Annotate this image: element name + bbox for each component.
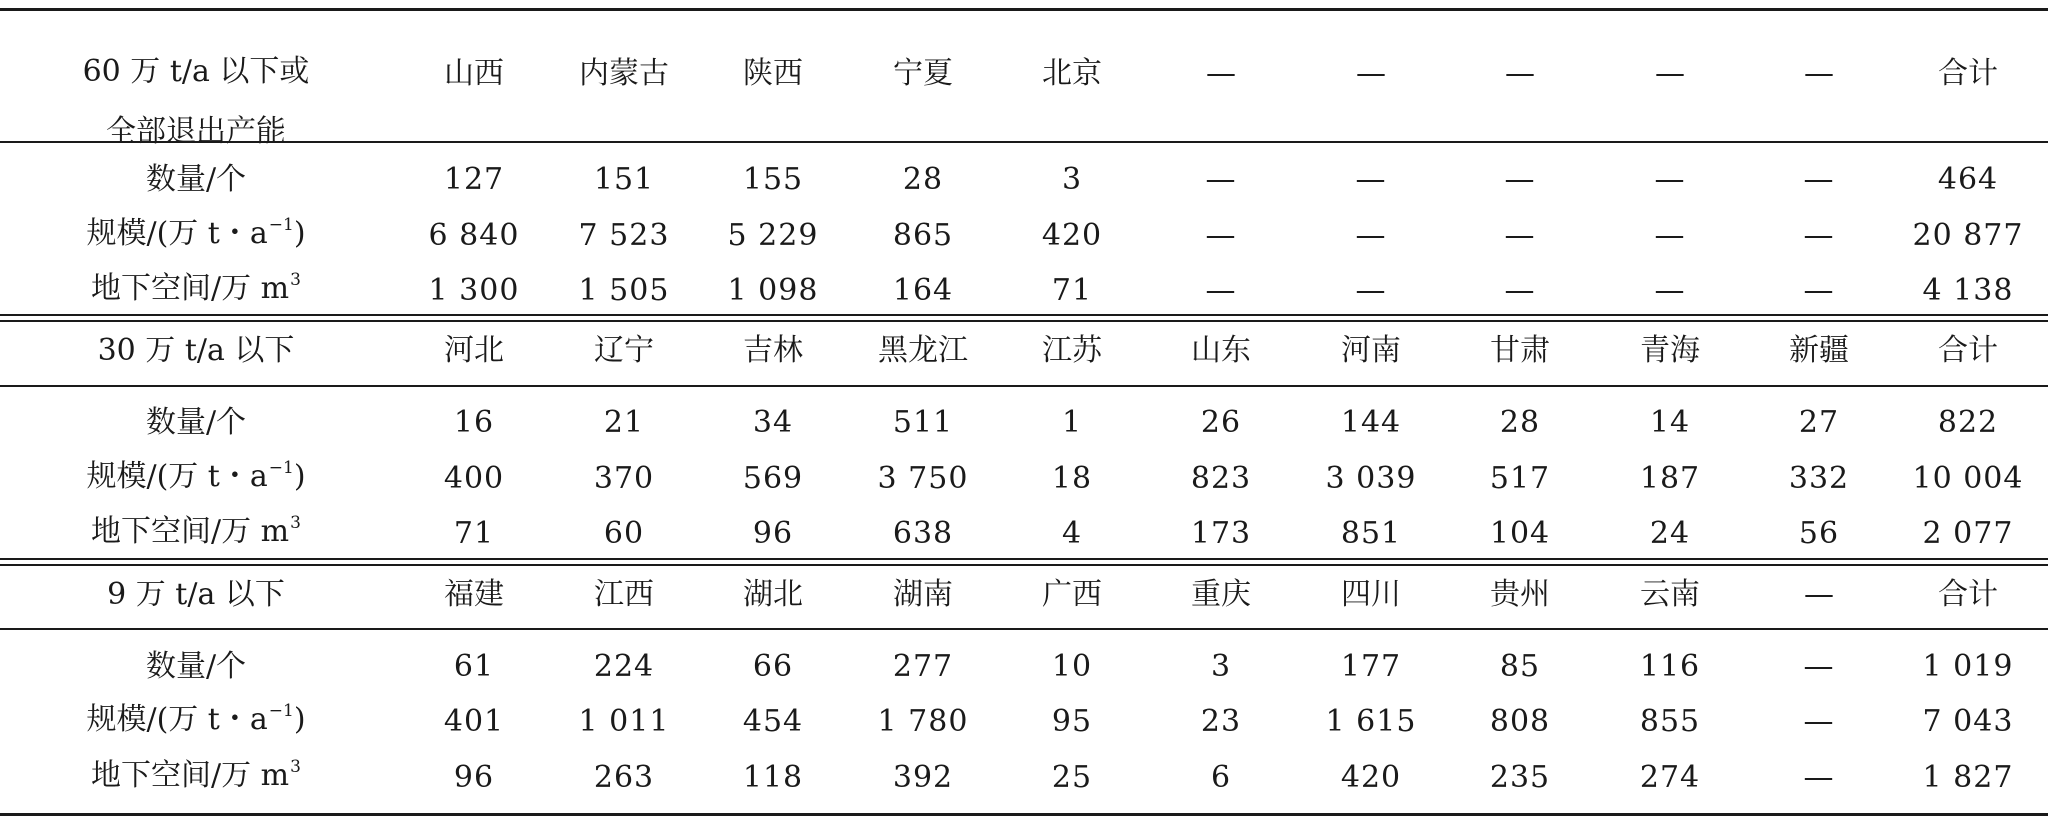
column-header: 甘肃 bbox=[1490, 333, 1550, 368]
column-header: 新疆 bbox=[1789, 333, 1849, 368]
table-cell: 144 bbox=[1340, 405, 1402, 440]
table-cell: 865 bbox=[892, 218, 954, 253]
empty-cell-dash: — bbox=[1205, 273, 1237, 308]
table-rule bbox=[0, 8, 2048, 11]
column-header: 陕西 bbox=[743, 56, 803, 91]
table-cell: 61 bbox=[453, 649, 495, 684]
column-header: 山东 bbox=[1191, 333, 1251, 368]
empty-cell-dash: — bbox=[1803, 649, 1835, 684]
table-cell: 1 019 bbox=[1922, 649, 2014, 684]
table-cell: 173 bbox=[1190, 516, 1252, 551]
table-cell: 392 bbox=[892, 760, 954, 795]
table-cell: 1 bbox=[1061, 405, 1083, 440]
table-cell: 10 004 bbox=[1912, 461, 2024, 496]
column-header: 云南 bbox=[1640, 577, 1700, 612]
table-cell: 20 877 bbox=[1912, 218, 2024, 253]
table-cell: 1 098 bbox=[727, 273, 819, 308]
column-header: 河南 bbox=[1341, 333, 1401, 368]
empty-column-dash: — bbox=[1356, 56, 1386, 91]
column-header: 合计 bbox=[1938, 577, 1998, 612]
table-cell: 26 bbox=[1200, 405, 1242, 440]
table-cell: 7 043 bbox=[1922, 704, 2014, 739]
table-cell: 18 bbox=[1051, 461, 1093, 496]
table-rule bbox=[0, 385, 2048, 387]
empty-cell-dash: — bbox=[1504, 162, 1536, 197]
table-cell: 96 bbox=[752, 516, 794, 551]
table-cell: 14 bbox=[1649, 405, 1691, 440]
table-cell: 56 bbox=[1798, 516, 1840, 551]
table-cell: 96 bbox=[453, 760, 495, 795]
unit-superscript: 3 bbox=[290, 270, 301, 290]
table-cell: 1 615 bbox=[1325, 704, 1417, 739]
table-cell: 235 bbox=[1489, 760, 1551, 795]
empty-cell-dash: — bbox=[1803, 218, 1835, 253]
empty-column-dash: — bbox=[1655, 56, 1685, 91]
row-label: 规模/(万 t・$a^{-1}$) bbox=[86, 458, 306, 494]
table-cell: 28 bbox=[1499, 405, 1541, 440]
column-header: 北京 bbox=[1042, 56, 1102, 91]
unit-superscript: −1 bbox=[268, 215, 294, 235]
table-rule bbox=[0, 320, 2048, 322]
column-header: 四川 bbox=[1341, 577, 1401, 612]
column-header: 合计 bbox=[1938, 56, 1998, 91]
table-cell: 823 bbox=[1190, 461, 1252, 496]
table-cell: 25 bbox=[1051, 760, 1093, 795]
row-label: 数量/个 bbox=[145, 649, 247, 684]
table-cell: 104 bbox=[1489, 516, 1551, 551]
empty-cell-dash: — bbox=[1504, 273, 1536, 308]
table-cell: 60 bbox=[603, 516, 645, 551]
table-cell: 127 bbox=[443, 162, 505, 197]
table-cell: 464 bbox=[1937, 162, 1999, 197]
table-cell: 155 bbox=[742, 162, 804, 197]
table-cell: 401 bbox=[443, 704, 505, 739]
table-cell: 420 bbox=[1340, 760, 1402, 795]
table-cell: 177 bbox=[1340, 649, 1402, 684]
empty-cell-dash: — bbox=[1803, 162, 1835, 197]
table-cell: 274 bbox=[1639, 760, 1701, 795]
table-cell: 187 bbox=[1639, 461, 1701, 496]
section-header-label: 30 万 t/a 以下 bbox=[97, 333, 295, 368]
table-cell: 855 bbox=[1639, 704, 1701, 739]
row-label: 数量/个 bbox=[145, 162, 247, 197]
column-header: 福建 bbox=[444, 577, 504, 612]
row-label: 地下空间/万 $m^3$ bbox=[91, 513, 301, 549]
table-cell: 1 505 bbox=[578, 273, 670, 308]
column-header: 湖南 bbox=[893, 577, 953, 612]
unit-superscript: 3 bbox=[290, 513, 301, 533]
table-rule bbox=[0, 314, 2048, 316]
table-cell: 66 bbox=[752, 649, 794, 684]
empty-column-dash: — bbox=[1505, 56, 1535, 91]
table-cell: 3 039 bbox=[1325, 461, 1417, 496]
table-cell: 4 bbox=[1061, 516, 1083, 551]
empty-column-dash: — bbox=[1804, 577, 1834, 612]
table-cell: 851 bbox=[1340, 516, 1402, 551]
table-cell: 263 bbox=[593, 760, 655, 795]
table-cell: 808 bbox=[1489, 704, 1551, 739]
section-header-label: 60 万 t/a 以下或 bbox=[82, 54, 310, 89]
row-label: 数量/个 bbox=[145, 405, 247, 440]
table-cell: 16 bbox=[453, 405, 495, 440]
empty-cell-dash: — bbox=[1803, 760, 1835, 795]
unit-superscript: 3 bbox=[290, 757, 301, 777]
table-cell: 23 bbox=[1200, 704, 1242, 739]
table-cell: 1 300 bbox=[428, 273, 520, 308]
table-cell: 7 523 bbox=[578, 218, 670, 253]
table-cell: 1 011 bbox=[578, 704, 670, 739]
empty-cell-dash: — bbox=[1205, 162, 1237, 197]
table-cell: 1 780 bbox=[877, 704, 969, 739]
table-cell: 116 bbox=[1639, 649, 1701, 684]
table-cell: 400 bbox=[443, 461, 505, 496]
table-cell: 118 bbox=[742, 760, 804, 795]
table-cell: 85 bbox=[1499, 649, 1541, 684]
column-header: 辽宁 bbox=[594, 333, 654, 368]
table-cell: 6 bbox=[1210, 760, 1232, 795]
empty-cell-dash: — bbox=[1355, 162, 1387, 197]
table-cell: 454 bbox=[742, 704, 804, 739]
table-cell: 3 750 bbox=[877, 461, 969, 496]
table-cell: 4 138 bbox=[1922, 273, 2014, 308]
empty-cell-dash: — bbox=[1355, 218, 1387, 253]
table-cell: 95 bbox=[1051, 704, 1093, 739]
table-cell: 71 bbox=[1051, 273, 1093, 308]
column-header: 湖北 bbox=[743, 577, 803, 612]
empty-cell-dash: — bbox=[1654, 273, 1686, 308]
unit-superscript: −1 bbox=[268, 701, 294, 721]
column-header: 黑龙江 bbox=[878, 333, 968, 368]
table-cell: 10 bbox=[1051, 649, 1093, 684]
empty-column-dash: — bbox=[1206, 56, 1236, 91]
unit-superscript: −1 bbox=[268, 458, 294, 478]
column-header: 山西 bbox=[444, 56, 504, 91]
table-cell: 277 bbox=[892, 649, 954, 684]
table-cell: 151 bbox=[593, 162, 655, 197]
table-cell: 1 827 bbox=[1922, 760, 2014, 795]
table-cell: 28 bbox=[902, 162, 944, 197]
table-cell: 224 bbox=[593, 649, 655, 684]
table-cell: 3 bbox=[1210, 649, 1232, 684]
table-cell: 822 bbox=[1937, 405, 1999, 440]
table-rule bbox=[0, 564, 2048, 566]
empty-cell-dash: — bbox=[1355, 273, 1387, 308]
column-header: 宁夏 bbox=[893, 56, 953, 91]
table-rule bbox=[0, 628, 2048, 630]
table-cell: 2 077 bbox=[1922, 516, 2014, 551]
column-header: 合计 bbox=[1938, 333, 1998, 368]
table-cell: 27 bbox=[1798, 405, 1840, 440]
empty-cell-dash: — bbox=[1803, 273, 1835, 308]
column-header: 吉林 bbox=[743, 333, 803, 368]
table-cell: 5 229 bbox=[727, 218, 819, 253]
column-header: 广西 bbox=[1042, 577, 1102, 612]
column-header: 内蒙古 bbox=[579, 56, 669, 91]
row-label: 规模/(万 t・$a^{-1}$) bbox=[86, 701, 306, 737]
table-cell: 511 bbox=[892, 405, 954, 440]
table-cell: 332 bbox=[1788, 461, 1850, 496]
empty-column-dash: — bbox=[1804, 56, 1834, 91]
empty-cell-dash: — bbox=[1803, 704, 1835, 739]
column-header: 贵州 bbox=[1490, 577, 1550, 612]
table-cell: 6 840 bbox=[428, 218, 520, 253]
table-cell: 34 bbox=[752, 405, 794, 440]
section-header-label: 9 万 t/a 以下 bbox=[107, 577, 285, 612]
column-header: 青海 bbox=[1640, 333, 1700, 368]
empty-cell-dash: — bbox=[1654, 162, 1686, 197]
table-rule bbox=[0, 558, 2048, 560]
table-cell: 71 bbox=[453, 516, 495, 551]
table-cell: 638 bbox=[892, 516, 954, 551]
table-cell: 370 bbox=[593, 461, 655, 496]
column-header: 江西 bbox=[594, 577, 654, 612]
table-cell: 517 bbox=[1489, 461, 1551, 496]
column-header: 重庆 bbox=[1191, 577, 1251, 612]
table-cell: 3 bbox=[1061, 162, 1083, 197]
table-cell: 420 bbox=[1041, 218, 1103, 253]
row-label: 地下空间/万 $m^3$ bbox=[91, 270, 301, 306]
table-cell: 24 bbox=[1649, 516, 1691, 551]
empty-cell-dash: — bbox=[1654, 218, 1686, 253]
table-rule bbox=[0, 141, 2048, 143]
column-header: 河北 bbox=[444, 333, 504, 368]
table-cell: 21 bbox=[603, 405, 645, 440]
column-header: 江苏 bbox=[1042, 333, 1102, 368]
table-rule bbox=[0, 813, 2048, 816]
table-cell: 569 bbox=[742, 461, 804, 496]
empty-cell-dash: — bbox=[1504, 218, 1536, 253]
row-label: 地下空间/万 $m^3$ bbox=[91, 757, 301, 793]
table-cell: 164 bbox=[892, 273, 954, 308]
section-header-label: 全部退出产能 bbox=[106, 114, 286, 149]
row-label: 规模/(万 t・$a^{-1}$) bbox=[86, 215, 306, 251]
empty-cell-dash: — bbox=[1205, 218, 1237, 253]
